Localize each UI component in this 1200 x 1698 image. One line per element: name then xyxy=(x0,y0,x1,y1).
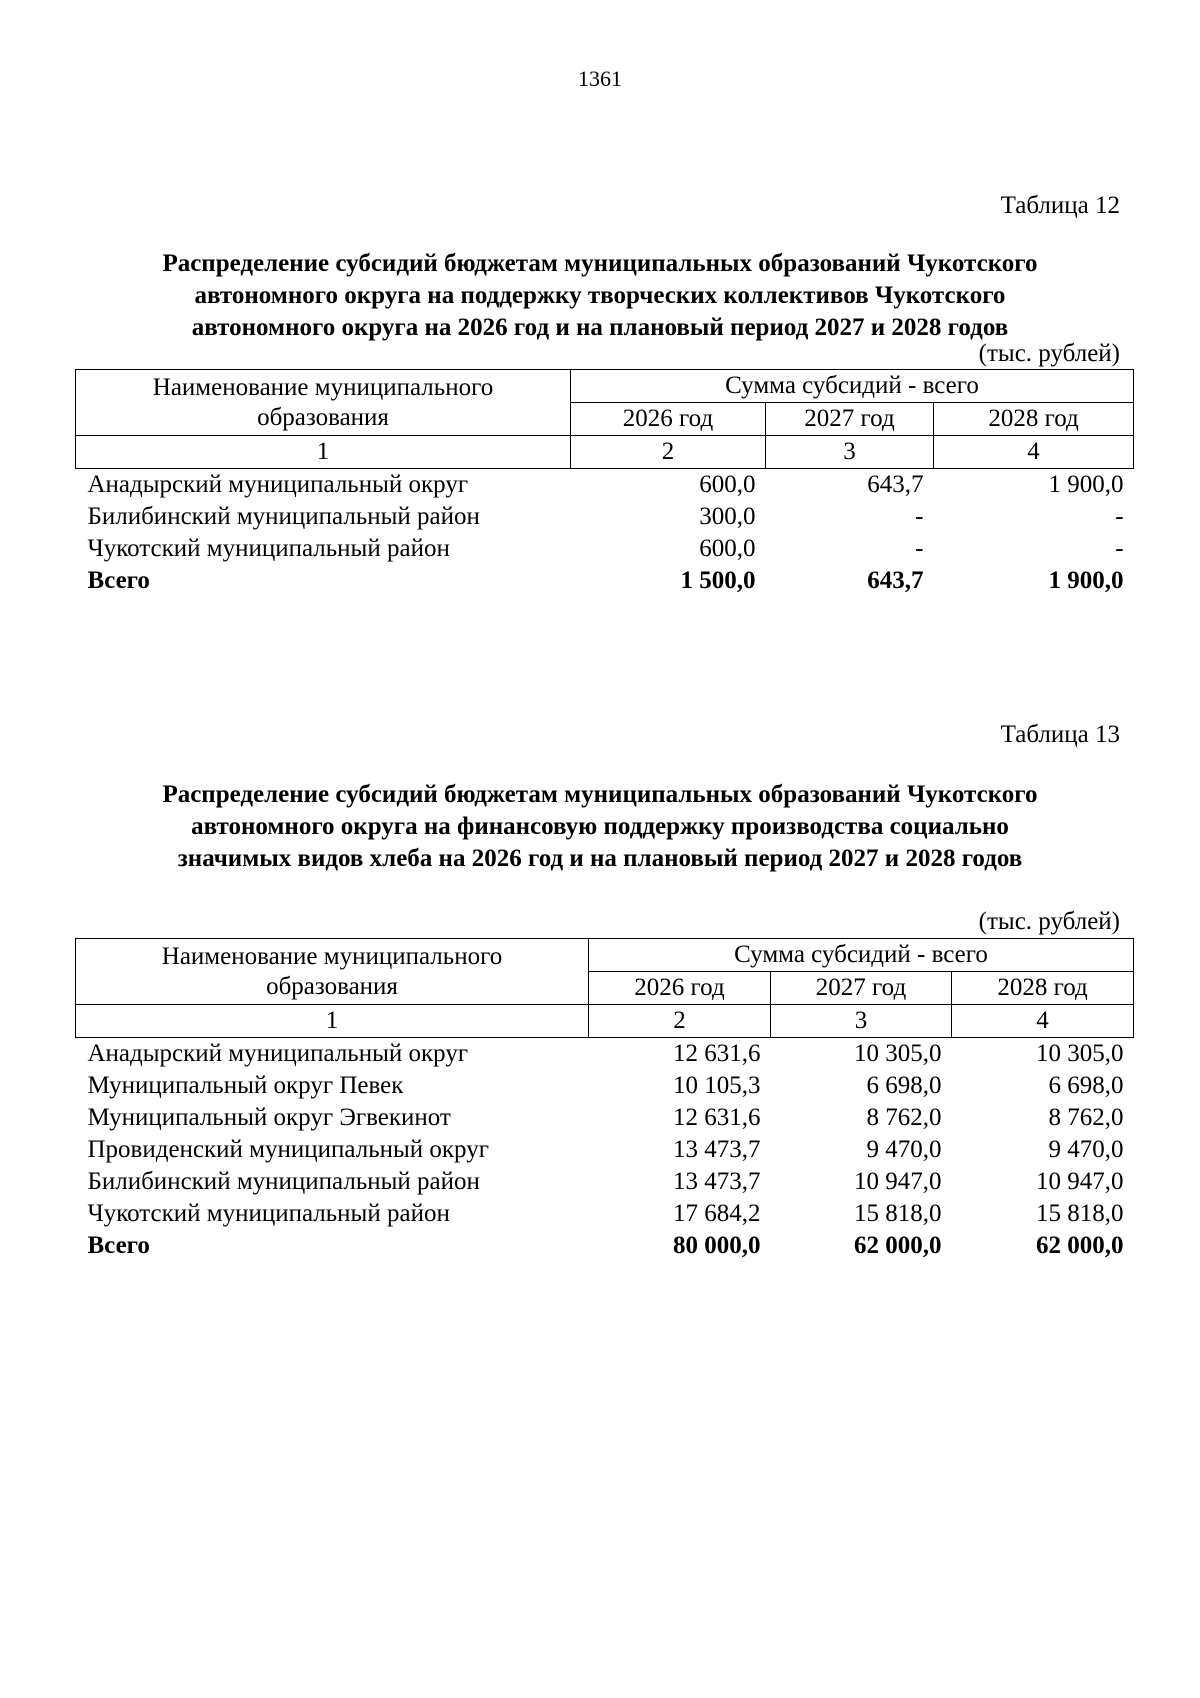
table-12 xyxy=(75,369,1134,597)
table-total-row xyxy=(76,1230,1134,1262)
row-name: Анадырский муниципальный округ xyxy=(87,471,469,498)
column-group-header-sum: Сумма субсидий - всего xyxy=(571,370,1134,403)
value-2026: 300,0 xyxy=(699,503,756,530)
table-row xyxy=(76,1038,1134,1071)
value-2027: - xyxy=(915,535,924,562)
page-number: 1361 xyxy=(578,66,622,91)
value-2026: 10 105,3 xyxy=(673,1072,761,1099)
column-number: 3 xyxy=(771,1005,952,1038)
value-2028: 9 470,0 xyxy=(1048,1136,1124,1163)
table-total-row xyxy=(76,565,1134,597)
row-name: Муниципальный округ Эгвекинот xyxy=(87,1104,451,1131)
value-2027: - xyxy=(915,503,924,530)
column-header-name: Наименование муниципального образования xyxy=(76,370,571,436)
value-2028: 6 698,0 xyxy=(1048,1072,1124,1099)
value-2028: 15 818,0 xyxy=(1036,1200,1124,1227)
table-13-units: (тыс. рублей) xyxy=(978,908,1120,935)
total-2027: 62 000,0 xyxy=(854,1232,942,1259)
total-label: Всего xyxy=(87,567,150,594)
table-row xyxy=(76,1070,1134,1102)
total-label: Всего xyxy=(87,1232,150,1259)
column-header-2027: 2027 год xyxy=(766,403,934,436)
column-header-2026: 2026 год xyxy=(571,403,766,436)
value-2027: 10 947,0 xyxy=(854,1168,942,1195)
value-2027: 15 818,0 xyxy=(854,1200,942,1227)
table-row xyxy=(76,501,1134,533)
column-number: 2 xyxy=(589,1005,771,1038)
row-name: Муниципальный округ Певек xyxy=(87,1072,404,1099)
value-2027: 8 762,0 xyxy=(866,1104,942,1131)
value-2026: 12 631,6 xyxy=(673,1104,761,1131)
column-header-2027: 2027 год xyxy=(771,972,952,1005)
value-2028: - xyxy=(1115,503,1124,530)
table-12-title-line: автономного округа на 2026 год и на плановый период 2027 и 2028 годов xyxy=(191,314,1009,341)
column-number: 2 xyxy=(571,436,766,469)
row-name: Провиденский муниципальный округ xyxy=(87,1136,489,1163)
table-13 xyxy=(75,938,1134,1262)
table-row xyxy=(76,469,1134,502)
total-2028: 1 900,0 xyxy=(1048,567,1124,594)
column-header-2026: 2026 год xyxy=(589,972,771,1005)
value-2026: 600,0 xyxy=(699,471,756,498)
column-group-header-sum: Сумма субсидий - всего xyxy=(589,939,1134,972)
column-header-2028: 2028 год xyxy=(934,403,1134,436)
value-2027: 10 305,0 xyxy=(854,1040,942,1067)
table-12-units: (тыс. рублей) xyxy=(978,340,1120,367)
table-row xyxy=(76,1102,1134,1134)
value-2026: 600,0 xyxy=(699,535,756,562)
value-2028: - xyxy=(1115,535,1124,562)
table-12-title-line: Распределение субсидий бюджетам муниципальных образований Чукотского xyxy=(162,250,1038,277)
value-2028: 10 305,0 xyxy=(1036,1040,1124,1067)
column-number: 3 xyxy=(766,436,934,469)
total-2026: 1 500,0 xyxy=(680,567,756,594)
table-12-title xyxy=(60,248,1140,344)
table-row xyxy=(76,1198,1134,1230)
column-header-name: Наименование муниципального образования xyxy=(76,939,589,1005)
table-13-title xyxy=(60,779,1140,875)
column-number: 1 xyxy=(76,436,571,469)
table-row xyxy=(76,1166,1134,1198)
table-13-title-line: значимых видов хлеба на 2026 год и на плановый период 2027 и 2028 годов xyxy=(177,845,1023,872)
table-13-title-line: автономного округа на финансовую поддержку производства социально xyxy=(191,813,1009,840)
value-2026: 12 631,6 xyxy=(673,1040,761,1067)
table-13-title-line: Распределение субсидий бюджетам муниципальных образований Чукотского xyxy=(162,781,1038,808)
value-2028: 1 900,0 xyxy=(1048,471,1124,498)
row-name: Билибинский муниципальный район xyxy=(87,1168,480,1195)
total-2028: 62 000,0 xyxy=(1036,1232,1124,1259)
total-2026: 80 000,0 xyxy=(673,1232,761,1259)
row-name: Чукотский муниципальный район xyxy=(87,1200,450,1227)
row-name: Чукотский муниципальный район xyxy=(87,535,450,562)
value-2028: 10 947,0 xyxy=(1036,1168,1124,1195)
column-number: 4 xyxy=(952,1005,1134,1038)
value-2027: 9 470,0 xyxy=(866,1136,942,1163)
column-header-2028: 2028 год xyxy=(952,972,1134,1005)
table-12-label: Таблица 12 xyxy=(1000,192,1120,219)
column-number: 4 xyxy=(934,436,1134,469)
table-row xyxy=(76,1134,1134,1166)
table-row xyxy=(76,533,1134,565)
column-number: 1 xyxy=(76,1005,589,1038)
row-name: Анадырский муниципальный округ xyxy=(87,1040,469,1067)
value-2026: 17 684,2 xyxy=(673,1200,761,1227)
value-2027: 643,7 xyxy=(867,471,924,498)
value-2026: 13 473,7 xyxy=(673,1168,761,1195)
value-2026: 13 473,7 xyxy=(673,1136,761,1163)
value-2027: 6 698,0 xyxy=(866,1072,942,1099)
row-name: Билибинский муниципальный район xyxy=(87,503,480,530)
total-2027: 643,7 xyxy=(867,567,924,594)
value-2028: 8 762,0 xyxy=(1048,1104,1124,1131)
table-13-label: Таблица 13 xyxy=(1000,721,1120,748)
table-12-title-line: автономного округа на поддержку творческих коллективов Чукотского xyxy=(194,282,1006,309)
